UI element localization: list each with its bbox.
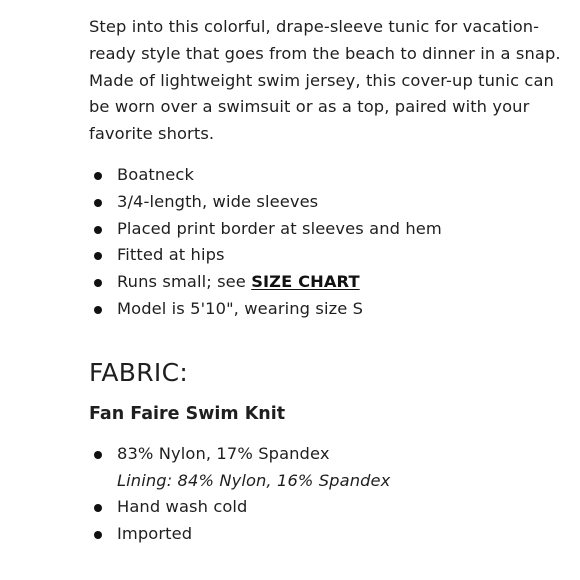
fabric-composition: 83% Nylon, 17% Spandex [117, 443, 330, 463]
product-details [89, 14, 569, 548]
bullet-icon [94, 504, 102, 512]
fabric-lining: Lining: 84% Nylon, 16% Spandex [117, 470, 391, 490]
feature-item [89, 162, 569, 189]
feature-text: 3/4-length, wide sleeves [117, 191, 319, 211]
feature-item [89, 242, 569, 269]
feature-list [89, 162, 569, 323]
fabric-heading: FABRIC: [89, 357, 189, 387]
product-description: Step into this colorful, drape-sleeve tunic for vacation-ready style that goes from the beach to dinner in a snap. Made of lightweight swim jersey, this cover-up tunic can be worn over a swimsuit or as a top, paired with your favorite shorts. [89, 17, 561, 144]
feature-item [89, 189, 569, 216]
feature-text: Fitted at hips [117, 245, 225, 265]
size-chart-link[interactable]: SIZE CHART [251, 272, 360, 292]
bullet-icon [94, 451, 102, 459]
bullet-icon [94, 531, 102, 539]
bullet-icon [94, 279, 102, 287]
feature-item [89, 216, 569, 243]
care-instructions: Hand wash cold [117, 497, 248, 517]
origin-info: Imported [117, 524, 193, 544]
feature-text: Placed print border at sleeves and hem [117, 218, 442, 238]
feature-text: Model is 5'10", wearing size S [117, 298, 364, 318]
fabric-item [89, 441, 569, 495]
bullet-icon [94, 252, 102, 260]
feature-text: Runs small; see [117, 272, 252, 292]
bullet-icon [94, 172, 102, 180]
fabric-item [89, 521, 569, 548]
bullet-icon [94, 226, 102, 234]
feature-item [89, 296, 569, 323]
feature-text: Boatneck [117, 164, 195, 184]
fabric-list [89, 441, 569, 548]
bullet-icon [94, 306, 102, 314]
bullet-icon [94, 199, 102, 207]
fabric-item [89, 494, 569, 521]
fabric-name: Fan Faire Swim Knit [89, 403, 286, 424]
feature-item [89, 269, 569, 296]
